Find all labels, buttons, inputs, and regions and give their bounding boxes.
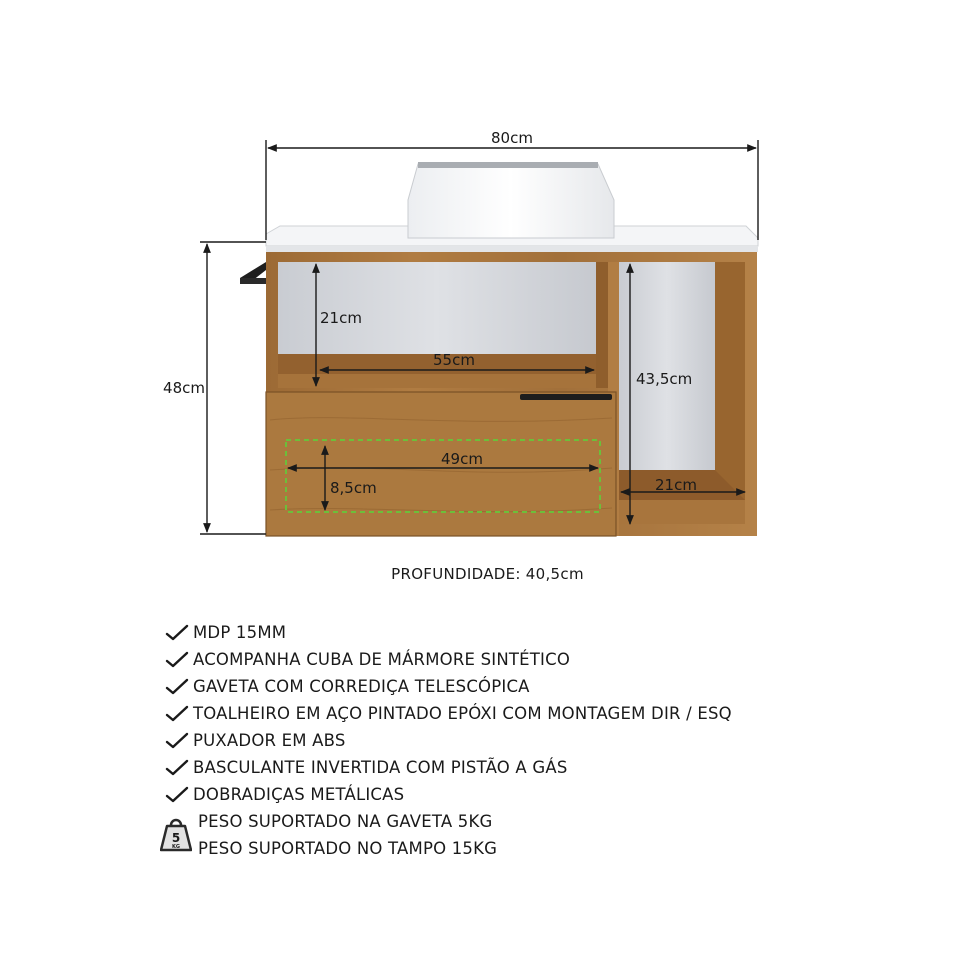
check-icon <box>163 650 193 670</box>
feature-item <box>163 673 732 700</box>
check-icon <box>163 704 193 724</box>
check-icon <box>163 623 193 643</box>
weight-top-text: PESO SUPORTADO NO TAMPO 15KG <box>198 839 498 858</box>
right-niche-bottom <box>619 500 745 524</box>
left-niche-interior <box>278 262 596 354</box>
side-width-label: 21cm <box>655 476 697 494</box>
weight-icon-unit: KG <box>172 844 180 850</box>
feature-text: TOALHEIRO EM AÇO PINTADO EPÓXI COM MONTAGEM DIR / ESQ <box>193 704 732 723</box>
feature-text: BASCULANTE INVERTIDA COM PISTÃO A GÁS <box>193 758 568 777</box>
countertop-edge <box>266 246 758 252</box>
check-icon <box>163 731 193 751</box>
drawer-width-label: 49cm <box>441 450 483 468</box>
feature-item <box>163 700 732 727</box>
niche-width-label: 55cm <box>433 351 475 369</box>
sink-basin <box>408 162 614 238</box>
feature-text: ACOMPANHA CUBA DE MÁRMORE SINTÉTICO <box>193 650 571 669</box>
check-icon <box>163 785 193 805</box>
feature-text: MDP 15MM <box>193 623 287 642</box>
depth-label: PROFUNDIDADE: 40,5cm <box>391 565 584 583</box>
weight-drawer-text: PESO SUPORTADO NA GAVETA 5KG <box>198 812 493 831</box>
feature-text: GAVETA COM CORREDIÇA TELESCÓPICA <box>193 677 530 696</box>
left-niche-divider <box>596 262 608 388</box>
feature-text: PUXADOR EM ABS <box>193 731 346 750</box>
side-height-label: 43,5cm <box>636 370 693 388</box>
right-niche-interior <box>619 262 715 470</box>
towel-rack <box>240 262 266 284</box>
feature-item <box>163 646 732 673</box>
height-label: 48cm <box>163 379 205 397</box>
feature-item <box>163 727 732 754</box>
feature-list <box>163 619 732 808</box>
width-label: 80cm <box>491 129 533 147</box>
check-icon <box>163 758 193 778</box>
drawer-height-label: 8,5cm <box>330 479 377 497</box>
feature-item <box>163 619 732 646</box>
feature-item <box>163 754 732 781</box>
drawer-handle <box>520 394 612 400</box>
left-niche-bottom <box>278 374 608 388</box>
check-icon <box>163 677 193 697</box>
niche-height-label: 21cm <box>320 309 362 327</box>
weight-icon-number: 5 <box>171 831 181 845</box>
feature-text: DOBRADIÇAS METÁLICAS <box>193 785 405 804</box>
weight-icon <box>160 816 192 852</box>
weight-section <box>160 808 497 862</box>
feature-item <box>163 781 732 808</box>
